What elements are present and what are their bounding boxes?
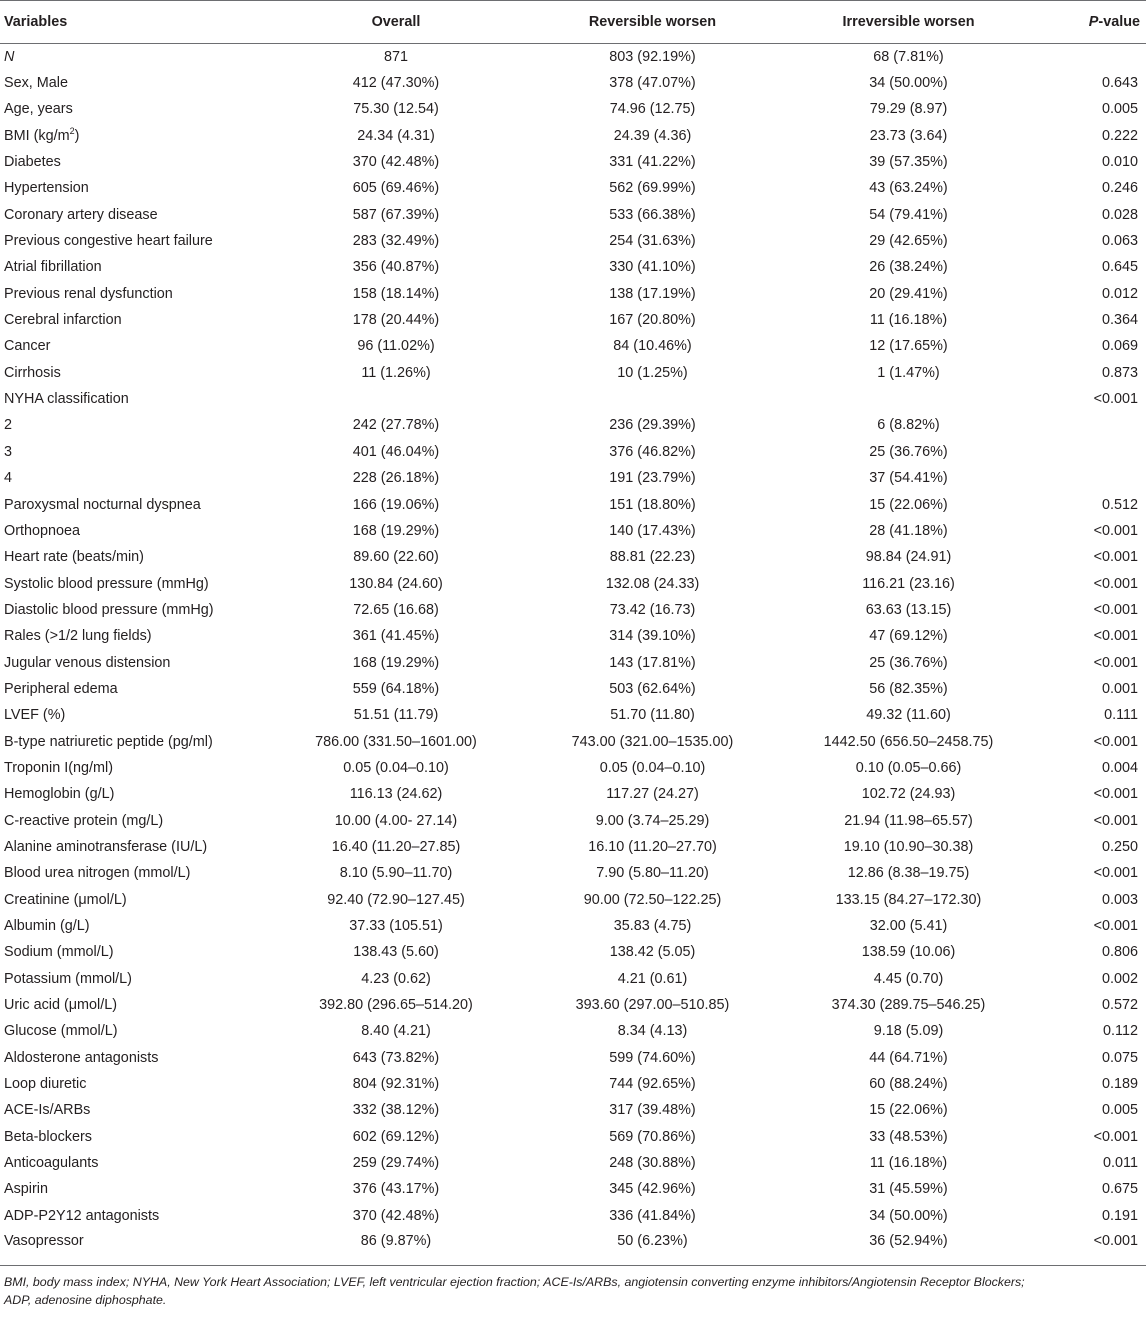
cell-reversible: 10 (1.25%) — [617, 364, 688, 381]
cell-variable: Albumin (g/L) — [4, 918, 90, 935]
cell-overall: 228 (26.18%) — [352, 470, 440, 487]
cell-reversible: 24.39 (4.36) — [613, 127, 692, 144]
table-row — [0, 386, 1146, 412]
cell-reversible: 140 (17.43%) — [609, 522, 696, 539]
cell-reversible: 138 (17.19%) — [609, 285, 696, 302]
cell-irreversible: 374.30 (289.75–546.25) — [831, 997, 986, 1014]
table-row — [0, 1150, 1146, 1176]
table-row — [0, 360, 1146, 386]
cell-p-value: <0.001 — [1093, 522, 1138, 539]
cell-irreversible: 54 (79.41%) — [869, 206, 948, 223]
cell-irreversible — [780, 386, 1037, 412]
cell-p-value: <0.001 — [1037, 1229, 1146, 1266]
cell-variable: Hypertension — [4, 180, 89, 197]
cell-reversible: 744 (92.65%) — [609, 1076, 696, 1093]
cell-variable: ACE-Is/ARBs — [4, 1102, 91, 1119]
cell-reversible: 533 (66.38%) — [609, 206, 696, 223]
cell-irreversible: 26 (38.24%) — [869, 259, 948, 276]
cell-variable: 4 — [4, 470, 13, 487]
table-header — [0, 1, 1146, 44]
cell-reversible: 376 (46.82%) — [609, 443, 696, 460]
cell-p-value: 0.191 — [1101, 1207, 1138, 1224]
cell-p-value: <0.001 — [1093, 628, 1138, 645]
cell-reversible: 345 (42.96%) — [609, 1181, 696, 1198]
cell-variable: Orthopnoea — [4, 522, 81, 539]
cell-overall: 11 (1.26%) — [361, 364, 431, 381]
table-row — [0, 1229, 1146, 1266]
header-overall: Overall — [267, 1, 525, 44]
table-row — [0, 228, 1146, 254]
table-row — [0, 939, 1146, 965]
cell-irreversible: 36 (52.94%) — [780, 1229, 1037, 1266]
cell-p-value — [1037, 44, 1146, 70]
cell-reversible: 803 (92.19%) — [609, 48, 696, 65]
table-row — [0, 807, 1146, 833]
cell-variable: Hemoglobin (g/L) — [4, 786, 115, 803]
cell-irreversible: 21.94 (11.98–65.57) — [844, 812, 973, 829]
cell-p-value: 0.012 — [1101, 285, 1138, 302]
cell-irreversible: 6 (8.82%) — [877, 417, 940, 434]
table-row — [0, 175, 1146, 201]
cell-irreversible: 32.00 (5.41) — [869, 918, 948, 935]
cell-reversible: 88.81 (22.23) — [609, 549, 696, 566]
table-row — [0, 860, 1146, 886]
cell-overall: 356 (40.87%) — [352, 259, 440, 276]
table-row — [0, 149, 1146, 175]
cell-p-value: 0.572 — [1101, 997, 1138, 1014]
cell-irreversible: 37 (54.41%) — [869, 470, 948, 487]
cell-overall: 242 (27.78%) — [352, 417, 440, 434]
table-row — [0, 70, 1146, 96]
cell-p-value: 0.250 — [1101, 838, 1138, 855]
cell-variable: Previous renal dysfunction — [4, 285, 173, 302]
cell-reversible: 35.83 (4.75) — [613, 918, 692, 935]
cell-overall: 361 (41.45%) — [352, 628, 440, 645]
table-row — [0, 44, 1146, 70]
cell-p-value: 0.069 — [1101, 338, 1138, 355]
cell-p-value: 0.005 — [1101, 1102, 1138, 1119]
cell-variable: Creatinine (μmol/L) — [4, 891, 127, 908]
table-row — [0, 992, 1146, 1018]
cell-overall: 786.00 (331.50–1601.00) — [315, 733, 477, 750]
cell-p-value: 0.512 — [1101, 496, 1138, 513]
cell-p-value: 0.028 — [1101, 206, 1138, 223]
cell-reversible: 9.00 (3.74–25.29) — [595, 812, 710, 829]
cell-variable: Beta-blockers — [4, 1128, 92, 1145]
cell-reversible: 138.42 (5.05) — [609, 944, 696, 961]
cell-reversible: 8.34 (4.13) — [617, 1023, 688, 1040]
cell-p-value: 0.005 — [1101, 101, 1138, 118]
header-p-value: P-value — [1037, 1, 1146, 44]
cell-variable: Jugular venous distension — [4, 654, 171, 671]
cell-variable: Aldosterone antagonists — [4, 1049, 159, 1066]
cell-variable: Blood urea nitrogen (mmol/L) — [4, 865, 191, 882]
cell-p-value: <0.001 — [1093, 786, 1138, 803]
table-row — [0, 333, 1146, 359]
cell-reversible: 84 (10.46%) — [613, 338, 692, 355]
cell-variable: ADP-P2Y12 antagonists — [4, 1207, 160, 1224]
cell-reversible: 248 (30.88%) — [609, 1155, 696, 1172]
cell-overall: 37.33 (105.51) — [349, 918, 443, 935]
table-row — [0, 570, 1146, 596]
cell-irreversible: 63.63 (13.15) — [865, 601, 952, 618]
cell-overall: 166 (19.06%) — [352, 496, 440, 513]
cell-reversible: 0.05 (0.04–0.10) — [599, 759, 706, 776]
cell-overall: 75.30 (12.54) — [353, 101, 439, 118]
cell-irreversible: 43 (63.24%) — [869, 180, 948, 197]
cell-reversible: 151 (18.80%) — [609, 496, 696, 513]
cell-reversible: 73.42 (16.73) — [609, 601, 696, 618]
cell-p-value — [1037, 465, 1146, 491]
cell-irreversible: 15 (22.06%) — [869, 1102, 948, 1119]
cell-reversible: 254 (31.63%) — [609, 233, 696, 250]
cell-p-value: <0.001 — [1093, 601, 1138, 618]
cell-overall: 587 (67.39%) — [352, 206, 440, 223]
cell-variable: Peripheral edema — [4, 680, 118, 697]
cell-overall: 871 — [383, 48, 408, 65]
cell-p-value: <0.001 — [1093, 575, 1138, 592]
table-row — [0, 254, 1146, 280]
cell-reversible: 330 (41.10%) — [609, 259, 696, 276]
cell-variable: C-reactive protein (mg/L) — [4, 812, 164, 829]
table-row — [0, 755, 1146, 781]
cell-overall — [267, 386, 525, 412]
table-row — [0, 1018, 1146, 1044]
cell-variable: Vasopressor — [0, 1229, 267, 1266]
cell-variable: Glucose (mmol/L) — [4, 1023, 118, 1040]
cell-p-value: 0.002 — [1101, 970, 1138, 987]
table-row — [0, 1045, 1146, 1071]
table-row — [0, 966, 1146, 992]
cell-reversible: 562 (69.99%) — [609, 180, 696, 197]
table-row — [0, 834, 1146, 860]
cell-p-value: <0.001 — [1093, 812, 1138, 829]
cell-p-value: 0.010 — [1101, 154, 1138, 171]
header-irreversible-worsen: Irreversible worsen — [780, 1, 1037, 44]
cell-reversible: 74.96 (12.75) — [609, 101, 696, 118]
header-p-value-text: P — [1088, 14, 1099, 30]
cell-reversible: 236 (29.39%) — [609, 417, 696, 434]
cell-variable: Cancer — [4, 338, 51, 355]
table-row — [0, 887, 1146, 913]
cell-variable: Troponin I(ng/ml) — [4, 759, 114, 776]
cell-p-value: 0.112 — [1103, 1023, 1138, 1040]
cell-overall: 370 (42.48%) — [352, 154, 440, 171]
table-row — [0, 491, 1146, 517]
cell-variable: Cirrhosis — [4, 364, 61, 381]
table-row — [0, 1071, 1146, 1097]
cell-overall: 138.43 (5.60) — [353, 944, 439, 961]
cell-p-value: 0.004 — [1101, 759, 1138, 776]
cell-variable: Sodium (mmol/L) — [4, 944, 114, 961]
cell-overall: 804 (92.31%) — [352, 1076, 440, 1093]
cell-reversible: 317 (39.48%) — [609, 1102, 696, 1119]
cell-irreversible: 79.29 (8.97) — [869, 101, 948, 118]
cell-variable: Diastolic blood pressure (mmHg) — [4, 601, 214, 618]
cell-overall: 51.51 (11.79) — [353, 707, 439, 724]
cell-reversible: 743.00 (321.00–1535.00) — [571, 733, 734, 750]
cell-overall: 4.23 (0.62) — [361, 970, 431, 987]
table-row — [0, 781, 1146, 807]
cell-variable: Aspirin — [4, 1181, 48, 1198]
cell-overall: 259 (29.74%) — [352, 1155, 440, 1172]
cell-p-value: 0.075 — [1101, 1049, 1138, 1066]
cell-variable: Uric acid (μmol/L) — [4, 997, 118, 1014]
cell-irreversible: 68 (7.81%) — [873, 48, 944, 65]
cell-overall: 412 (47.30%) — [352, 75, 440, 92]
table-row — [0, 913, 1146, 939]
cell-overall: 401 (46.04%) — [352, 443, 440, 460]
cell-p-value: 0.246 — [1101, 180, 1138, 197]
cell-irreversible: 31 (45.59%) — [869, 1181, 948, 1198]
cell-variable: 2 — [4, 417, 13, 434]
cell-irreversible: 29 (42.65%) — [869, 233, 948, 250]
cell-variable: Age, years — [4, 101, 73, 118]
cell-variable: B-type natriuretic peptide (pg/ml) — [4, 733, 213, 750]
cell-overall: 605 (69.46%) — [352, 180, 440, 197]
cell-p-value: 0.001 — [1101, 680, 1138, 697]
cell-reversible: 331 (41.22%) — [609, 154, 696, 171]
cell-overall: 24.34 (4.31) — [357, 127, 435, 144]
cell-irreversible: 60 (88.24%) — [869, 1076, 948, 1093]
cell-variable: Potassium (mmol/L) — [4, 970, 132, 987]
cell-irreversible: 39 (57.35%) — [869, 154, 948, 171]
cell-overall: 92.40 (72.90–127.45) — [327, 891, 465, 908]
cell-p-value: 0.003 — [1101, 891, 1138, 908]
cell-irreversible: 11 (16.18%) — [869, 312, 948, 329]
table-row — [0, 623, 1146, 649]
cell-variable: Diabetes — [4, 154, 61, 171]
table-row — [0, 1097, 1146, 1123]
cell-p-value: 0.189 — [1101, 1076, 1138, 1093]
cell-irreversible: 133.15 (84.27–172.30) — [835, 891, 982, 908]
table-row — [0, 728, 1146, 754]
cell-p-value: 0.222 — [1101, 127, 1138, 144]
cell-irreversible: 23.73 (3.64) — [869, 127, 948, 144]
cell-overall: 332 (38.12%) — [352, 1102, 440, 1119]
table-row — [0, 597, 1146, 623]
cell-overall: 376 (43.17%) — [352, 1181, 440, 1198]
footnote-line-1: BMI, body mass index; NYHA, New York Heart Association; LVEF, left ventricular ejection fraction; ACE-Is/ARBs, angiotensin converting enzyme inhibitors/Angiotensin Receptor Blockers; — [4, 1274, 1025, 1289]
cell-reversible: 16.10 (11.20–27.70) — [588, 838, 717, 855]
cell-overall: 168 (19.29%) — [352, 654, 440, 671]
cell-irreversible: 25 (36.76%) — [869, 654, 948, 671]
table-body — [0, 44, 1146, 1266]
cell-reversible: 599 (74.60%) — [609, 1049, 696, 1066]
n-label: N — [4, 48, 15, 65]
cell-irreversible: 15 (22.06%) — [869, 496, 948, 513]
cell-variable: Heart rate (beats/min) — [4, 549, 144, 566]
cell-reversible: 191 (23.79%) — [609, 470, 696, 487]
cell-reversible: 167 (20.80%) — [609, 312, 696, 329]
table-row — [0, 123, 1146, 149]
cell-variable: 3 — [4, 443, 13, 460]
cell-variable: Coronary artery disease — [4, 206, 158, 223]
cell-variable: Sex, Male — [4, 75, 68, 92]
cell-p-value: 0.675 — [1101, 1181, 1138, 1198]
cell-reversible: 7.90 (5.80–11.20) — [596, 865, 709, 882]
cell-variable: Alanine aminotransferase (IU/L) — [4, 838, 208, 855]
cell-variable: LVEF (%) — [4, 707, 66, 724]
cell-overall: 16.40 (11.20–27.85) — [331, 838, 461, 855]
cell-p-value: <0.001 — [1093, 654, 1138, 671]
cell-reversible: 503 (62.64%) — [609, 680, 696, 697]
cell-p-value — [1037, 412, 1146, 438]
cell-reversible: 117.27 (24.27) — [606, 786, 699, 803]
cell-irreversible: 138.59 (10.06) — [861, 944, 956, 961]
cell-variable: Systolic blood pressure (mmHg) — [4, 575, 209, 592]
cell-irreversible: 25 (36.76%) — [869, 443, 948, 460]
cell-reversible: 143 (17.81%) — [609, 654, 696, 671]
cell-irreversible: 47 (69.12%) — [869, 628, 948, 645]
cell-p-value: <0.001 — [1093, 918, 1138, 935]
cell-irreversible: 49.32 (11.60) — [866, 707, 951, 724]
cell-overall: 130.84 (24.60) — [349, 575, 443, 592]
cell-p-value: <0.001 — [1093, 1128, 1138, 1145]
cell-p-value: 0.011 — [1103, 1155, 1138, 1172]
cell-overall: 559 (64.18%) — [352, 680, 440, 697]
table-row — [0, 1176, 1146, 1202]
cell-reversible: 336 (41.84%) — [609, 1207, 696, 1224]
table-footnote — [0, 1266, 1146, 1309]
cell-overall: 168 (19.29%) — [352, 522, 440, 539]
cell-overall: 0.05 (0.04–0.10) — [343, 759, 449, 776]
cell-p-value — [1037, 439, 1146, 465]
table-row — [0, 465, 1146, 491]
cell-overall: 8.10 (5.90–11.70) — [339, 865, 453, 882]
cell-irreversible: 19.10 (10.90–30.38) — [843, 838, 974, 855]
header-row — [0, 1, 1146, 44]
cell-p-value: <0.001 — [1093, 391, 1138, 408]
cell-p-value: <0.001 — [1093, 733, 1138, 750]
cell-reversible: 51.70 (11.80) — [610, 707, 695, 724]
cell-p-value: 0.063 — [1101, 233, 1138, 250]
cell-irreversible: 33 (48.53%) — [869, 1128, 948, 1145]
table-row — [0, 202, 1146, 228]
cell-variable: Loop diuretic — [4, 1076, 87, 1093]
cell-irreversible: 11 (16.18%) — [869, 1155, 948, 1172]
cell-reversible — [525, 386, 780, 412]
cell-reversible: 378 (47.07%) — [609, 75, 696, 92]
cell-reversible: 50 (6.23%) — [525, 1229, 780, 1266]
cell-variable: Rales (>1/2 lung fields) — [4, 628, 152, 645]
cell-irreversible: 20 (29.41%) — [869, 285, 948, 302]
cell-irreversible: 116.21 (23.16) — [862, 575, 955, 592]
cell-reversible: 132.08 (24.33) — [605, 575, 700, 592]
table-row — [0, 649, 1146, 675]
cell-variable: Anticoagulants — [4, 1155, 99, 1172]
table-row — [0, 1203, 1146, 1229]
cell-overall: 370 (42.48%) — [352, 1207, 440, 1224]
cell-reversible: 569 (70.86%) — [609, 1128, 696, 1145]
cell-irreversible: 12 (17.65%) — [869, 338, 948, 355]
cell-overall: 89.60 (22.60) — [353, 549, 439, 566]
cell-p-value: 0.806 — [1101, 944, 1138, 961]
cell-p-value: 0.364 — [1101, 312, 1138, 329]
cell-overall: 96 (11.02%) — [357, 338, 435, 355]
cell-reversible: 90.00 (72.50–122.25) — [583, 891, 722, 908]
header-variables: Variables — [0, 1, 267, 44]
table-row — [0, 1124, 1146, 1150]
table-row — [0, 702, 1146, 728]
table-row — [0, 307, 1146, 333]
cell-irreversible: 9.18 (5.09) — [873, 1023, 944, 1040]
cell-irreversible: 4.45 (0.70) — [873, 970, 944, 987]
table-row — [0, 281, 1146, 307]
cell-p-value: 0.111 — [1104, 707, 1138, 724]
cell-irreversible: 34 (50.00%) — [869, 1207, 948, 1224]
cell-irreversible: 56 (82.35%) — [869, 680, 948, 697]
cell-irreversible: 28 (41.18%) — [869, 522, 948, 539]
cell-overall: 8.40 (4.21) — [361, 1023, 431, 1040]
cell-variable: Previous congestive heart failure — [4, 233, 213, 250]
cell-overall: 283 (32.49%) — [352, 233, 440, 250]
table-row — [0, 676, 1146, 702]
table-row — [0, 518, 1146, 544]
cell-irreversible: 1442.50 (656.50–2458.75) — [823, 733, 994, 750]
cell-reversible: 314 (39.10%) — [609, 628, 696, 645]
cell-variable: Paroxysmal nocturnal dyspnea — [4, 496, 201, 513]
header-reversible-worsen: Reversible worsen — [525, 1, 780, 44]
cell-irreversible: 44 (64.71%) — [869, 1049, 948, 1066]
table-row — [0, 96, 1146, 122]
cell-irreversible: 102.72 (24.93) — [861, 786, 956, 803]
footnote-line-2: ADP, adenosine diphosphate. — [4, 1292, 167, 1307]
cell-irreversible: 0.10 (0.05–0.66) — [855, 759, 962, 776]
cell-p-value: 0.643 — [1101, 75, 1138, 92]
cell-irreversible: 98.84 (24.91) — [865, 549, 952, 566]
table-row — [0, 544, 1146, 570]
cell-variable: Cerebral infarction — [4, 312, 122, 329]
cell-overall: 643 (73.82%) — [352, 1049, 440, 1066]
cell-irreversible: 12.86 (8.38–19.75) — [847, 865, 970, 882]
cell-variable — [0, 44, 267, 70]
cell-reversible: 4.21 (0.61) — [617, 970, 688, 987]
cell-variable: Atrial fibrillation — [4, 259, 102, 276]
cell-irreversible: 1 (1.47%) — [877, 364, 940, 381]
cell-overall: 178 (20.44%) — [352, 312, 440, 329]
table-row — [0, 412, 1146, 438]
cell-variable: NYHA classification — [4, 391, 129, 408]
cell-overall: 602 (69.12%) — [352, 1128, 440, 1145]
cell-overall: 158 (18.14%) — [352, 285, 440, 302]
cell-overall: 72.65 (16.68) — [353, 601, 439, 618]
cell-reversible: 393.60 (297.00–510.85) — [575, 997, 730, 1014]
cell-p-value: 0.873 — [1101, 364, 1138, 381]
cell-variable: BMI $(kg/m^2)$ — [4, 125, 80, 144]
cell-overall: 10.00 (4.00- 27.14) — [334, 812, 458, 829]
cell-p-value: <0.001 — [1093, 549, 1138, 566]
cell-irreversible: 34 (50.00%) — [869, 75, 948, 92]
cell-overall: 392.80 (296.65–514.20) — [319, 997, 473, 1014]
table-row — [0, 439, 1146, 465]
cell-p-value: 0.645 — [1101, 259, 1138, 276]
cell-p-value: <0.001 — [1093, 865, 1138, 882]
cell-overall: 86 (9.87%) — [267, 1229, 525, 1266]
cell-overall: 116.13 (24.62) — [349, 786, 443, 803]
